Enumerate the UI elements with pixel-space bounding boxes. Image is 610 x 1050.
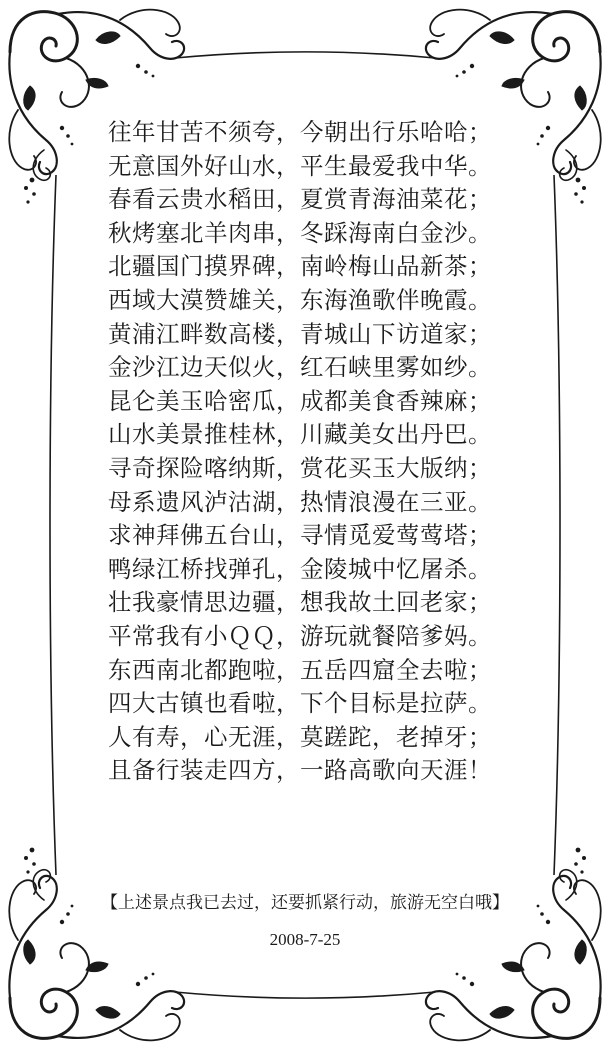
poem-line: 无意国外好山水，平生最爱我中华。 xyxy=(108,151,492,180)
poem-line: 求神拜佛五台山，寻情觅爱莺莺塔； xyxy=(108,521,492,550)
poem-line: 四大古镇也看啦，下个目标是拉萨。 xyxy=(108,689,492,718)
poem-line: 人有寿，心无涯，莫蹉跎，老掉牙； xyxy=(108,722,492,751)
poem-line: 寻奇探险喀纳斯，赏花买玉大版纳； xyxy=(108,453,492,482)
footnote: 【上述景点我已去过，还要抓紧行动，旅游无空白哦】 xyxy=(101,893,509,913)
poem-line: 平常我有小ＱＱ，游玩就餐陪爹妈。 xyxy=(108,621,492,650)
poem-line: 春看云贵水稻田，夏赏青海油菜花； xyxy=(108,185,492,214)
poem-line: 黄浦江畔数高楼，青城山下访道家； xyxy=(108,319,492,348)
poem-line: 且备行装走四方，一路高歌向天涯！ xyxy=(108,756,492,785)
poem-line: 往年甘苦不须夸，今朝出行乐哈哈； xyxy=(108,118,492,146)
date-stamp: 2008-7-25 xyxy=(269,930,341,949)
poem-line: 西域大漠赞雄关，东海渔歌伴晚霞。 xyxy=(108,285,492,314)
poem-line: 北疆国门摸界碑，南岭梅山品新茶； xyxy=(108,252,492,281)
poem-line: 鸭绿江桥找弹孔，金陵城中忆屠杀。 xyxy=(108,554,492,583)
poem-body xyxy=(108,116,510,788)
poem-line: 山水美景推桂林，川藏美女出丹巴。 xyxy=(108,420,492,449)
poem-line: 秋烤塞北羊肉串，冬踩海南白金沙。 xyxy=(108,218,492,247)
poem-line: 母系遗风泸沽湖，热情浪漫在三亚。 xyxy=(108,487,492,516)
poem-line: 东西南北都跑啦，五岳四窟全去啦； xyxy=(108,655,492,684)
poem-line: 昆仑美玉哈密瓜，成都美食香辣麻； xyxy=(108,386,492,415)
poem-line: 金沙江边天似火，红石峡里雾如纱。 xyxy=(108,353,492,382)
poem-line: 壮我豪情思边疆，想我故土回老家； xyxy=(108,588,492,617)
